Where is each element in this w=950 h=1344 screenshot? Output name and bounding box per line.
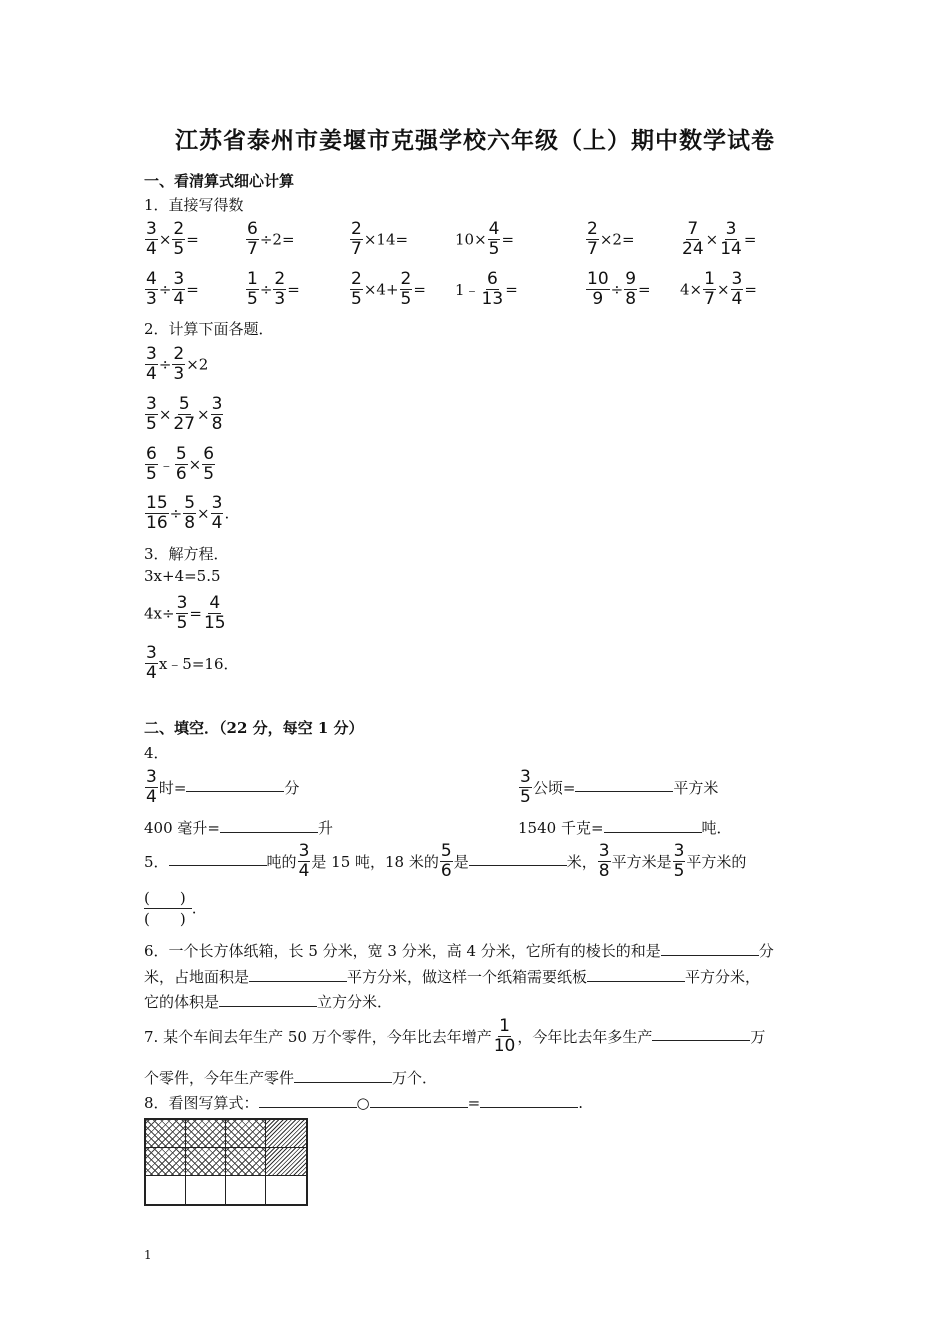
operator-circle[interactable]: ○ [356,1094,370,1112]
grid-cell [225,1147,266,1176]
q6-text: 它的体积是 [144,993,220,1011]
q6-line-1 [144,940,774,961]
fraction-grid-figure [144,1118,308,1206]
grid-cell [265,1119,307,1148]
answer-blank[interactable] [661,941,759,956]
q7-text: 万个． [392,1069,438,1087]
q8-line: 8．看图写算式： ○ = . [144,1094,583,1112]
grid-cell [265,1147,307,1176]
answer-blank[interactable] [186,777,284,792]
equals-sign: = [467,1094,481,1112]
grid-cell [225,1175,266,1205]
q6-text: 立方分米． [317,993,393,1011]
q6-text: 平方分米，做这样一个纸箱需要纸板 [347,968,588,986]
question-3-label: 3．解方程． [144,545,229,563]
grid-cell [145,1147,186,1176]
grid-cell [145,1175,186,1205]
expr-9: $\frac{2}{5}$ ×4+ $\frac{2}{5}$ = [351,269,426,309]
q6-line-3 [144,991,392,1012]
q6-text: 平方分米， [685,968,761,986]
q5-text: 是 15 吨，18 米的 [311,853,439,871]
answer-blank[interactable] [575,777,673,792]
equation-2-prefix: 4x÷ [144,604,175,623]
q7-text: ，今年比去年多生产 [517,1028,653,1046]
q4c-unit: 升 [317,819,333,837]
q4c-text: 400 毫升= [144,819,220,837]
answer-blank[interactable] [370,1093,468,1108]
calc-2: $\frac{3}{5}$ × $\frac{5}{27}$ × $\frac{3}{8}$ [146,394,223,434]
q4b-text: 公顷= [532,779,576,797]
q4-item-c [144,817,333,838]
calc-1: $\frac{3}{4}$ ÷ $\frac{2}{3}$ ×2 [146,344,209,384]
expr-6: $\frac{7}{24}$ × $\frac{3}{14}$ = [682,219,757,259]
q7-text: 个零件，今年生产零件 [144,1069,295,1087]
q8-text: 8．看图写算式： [144,1094,259,1112]
q7-line-2 [144,1067,437,1088]
q5-text: 平方米是 [611,853,672,871]
answer-blank[interactable] [249,967,347,982]
equation-2: 4x÷ $\frac{3}{5}$ = $\frac{4}{15}$ [144,593,226,633]
expr-7: $\frac{4}{3}$ ÷ $\frac{3}{4}$ = [146,269,199,309]
q7-line-1: 7. 某个车间去年生产 50 万个零件，今年比去年增产 $\frac{1}{10}$ ，今年比去年多生产 万 [144,1016,766,1056]
answer-blank[interactable] [294,1068,392,1083]
q6-text: 6．一个长方体纸箱，长 5 分米，宽 3 分米，高 4 分米，它所有的棱长的和是 [144,942,661,960]
q4d-text: 1540 千克= [518,819,604,837]
question-5: 5． 吨的 $\frac{3}{4}$ 是 15 吨，18 米的 $\frac{5}{6}$ 是 米， $\frac{3}{8}$ 平方米是 $\frac{3}{5}$ 平方米的 [144,841,747,881]
q7-text: 万 [750,1028,766,1046]
q4a-unit: 分 [284,779,300,797]
expr-10: 1﹣ $\frac{6}{13}$ = [455,269,518,309]
calc-3: $\frac{6}{5}$ ﹣ $\frac{5}{6}$ × $\frac{6}{5}$ [146,444,215,484]
answer-blank[interactable] [469,851,567,866]
answer-blank[interactable] [652,1026,750,1041]
q6-text: 分 [758,942,774,960]
page-number: 1 [144,1248,152,1262]
equation-1: 3x+4=5.5 [144,567,221,585]
expr-4: 10× $\frac{4}{5}$ = [455,219,515,259]
question-2-label: 2．计算下面各题． [144,320,274,338]
equation-3-suffix: x﹣5=16． [158,655,239,673]
calc-4: $\frac{15}{16}$ ÷ $\frac{5}{8}$ × $\frac{3}{4}$ . [146,493,230,533]
grid-cell [225,1119,266,1148]
expr-5: $\frac{2}{7}$ ×2= [587,219,635,259]
q6-line-2 [144,966,760,987]
equation-3: $\frac{3}{4}$ x﹣5=16． [146,643,239,683]
answer-blank[interactable] [220,818,318,833]
q4-item-a: $\frac{3}{4}$ 时= 分 [146,767,300,807]
expr-3: $\frac{2}{7}$ ×14= [351,219,409,259]
grid-cell [185,1147,226,1176]
answer-blank[interactable] [587,967,685,982]
answer-blank[interactable] [480,1093,578,1108]
q4b-unit: 平方米 [673,779,719,797]
expr-12: 4× $\frac{1}{7}$ × $\frac{3}{4}$ = [680,269,757,309]
section-1-heading: 一、看清算式细心计算 [144,172,295,190]
expr-8: $\frac{1}{5}$ ÷ $\frac{2}{3}$ = [247,269,300,309]
q5-text: 平方米的 [686,853,747,871]
q4-item-b: $\frac{3}{5}$ 公顷= 平方米 [520,767,719,807]
answer-blank[interactable] [259,1093,357,1108]
section-2-heading: 二、填空．（22 分，每空 1 分） [144,719,364,737]
q4-item-d [518,817,732,838]
q7-text: 7. 某个车间去年生产 50 万个零件，今年比去年增产 [144,1028,492,1046]
grid-cell [185,1119,226,1148]
expr-1: $\frac{3}{4}$ × $\frac{2}{5}$ = [146,219,199,259]
q6-text: 米，占地面积是 [144,968,250,986]
q4d-unit: 吨． [701,819,732,837]
answer-blank[interactable] [219,992,317,1007]
question-4-label: 4． [144,744,169,762]
answer-blank[interactable] [604,818,702,833]
paren-denominator[interactable]: ( ) [144,910,186,928]
grid-cell [185,1175,226,1205]
q5-text: 是 [453,853,469,871]
q5-text: 米， [566,853,597,871]
expr-2: $\frac{6}{7}$ ÷2= [247,219,295,259]
grid-cell [145,1119,186,1148]
answer-blank[interactable] [169,851,267,866]
exam-title: 江苏省泰州市姜堰市克强学校六年级（上）期中数学试卷 [175,127,775,154]
expr-11: $\frac{10}{9}$ ÷ $\frac{9}{8}$ = [587,269,651,309]
q4a-text: 时= [158,779,187,797]
grid-cell [265,1175,307,1205]
paren-numerator[interactable]: ( ) [144,888,192,909]
q5-paren-fraction: ( ) ( ) . [144,889,197,928]
q5-text: 吨的 [266,853,297,871]
q5-number: 5． [144,853,169,871]
question-1-label: 1．直接写得数 [144,196,244,214]
